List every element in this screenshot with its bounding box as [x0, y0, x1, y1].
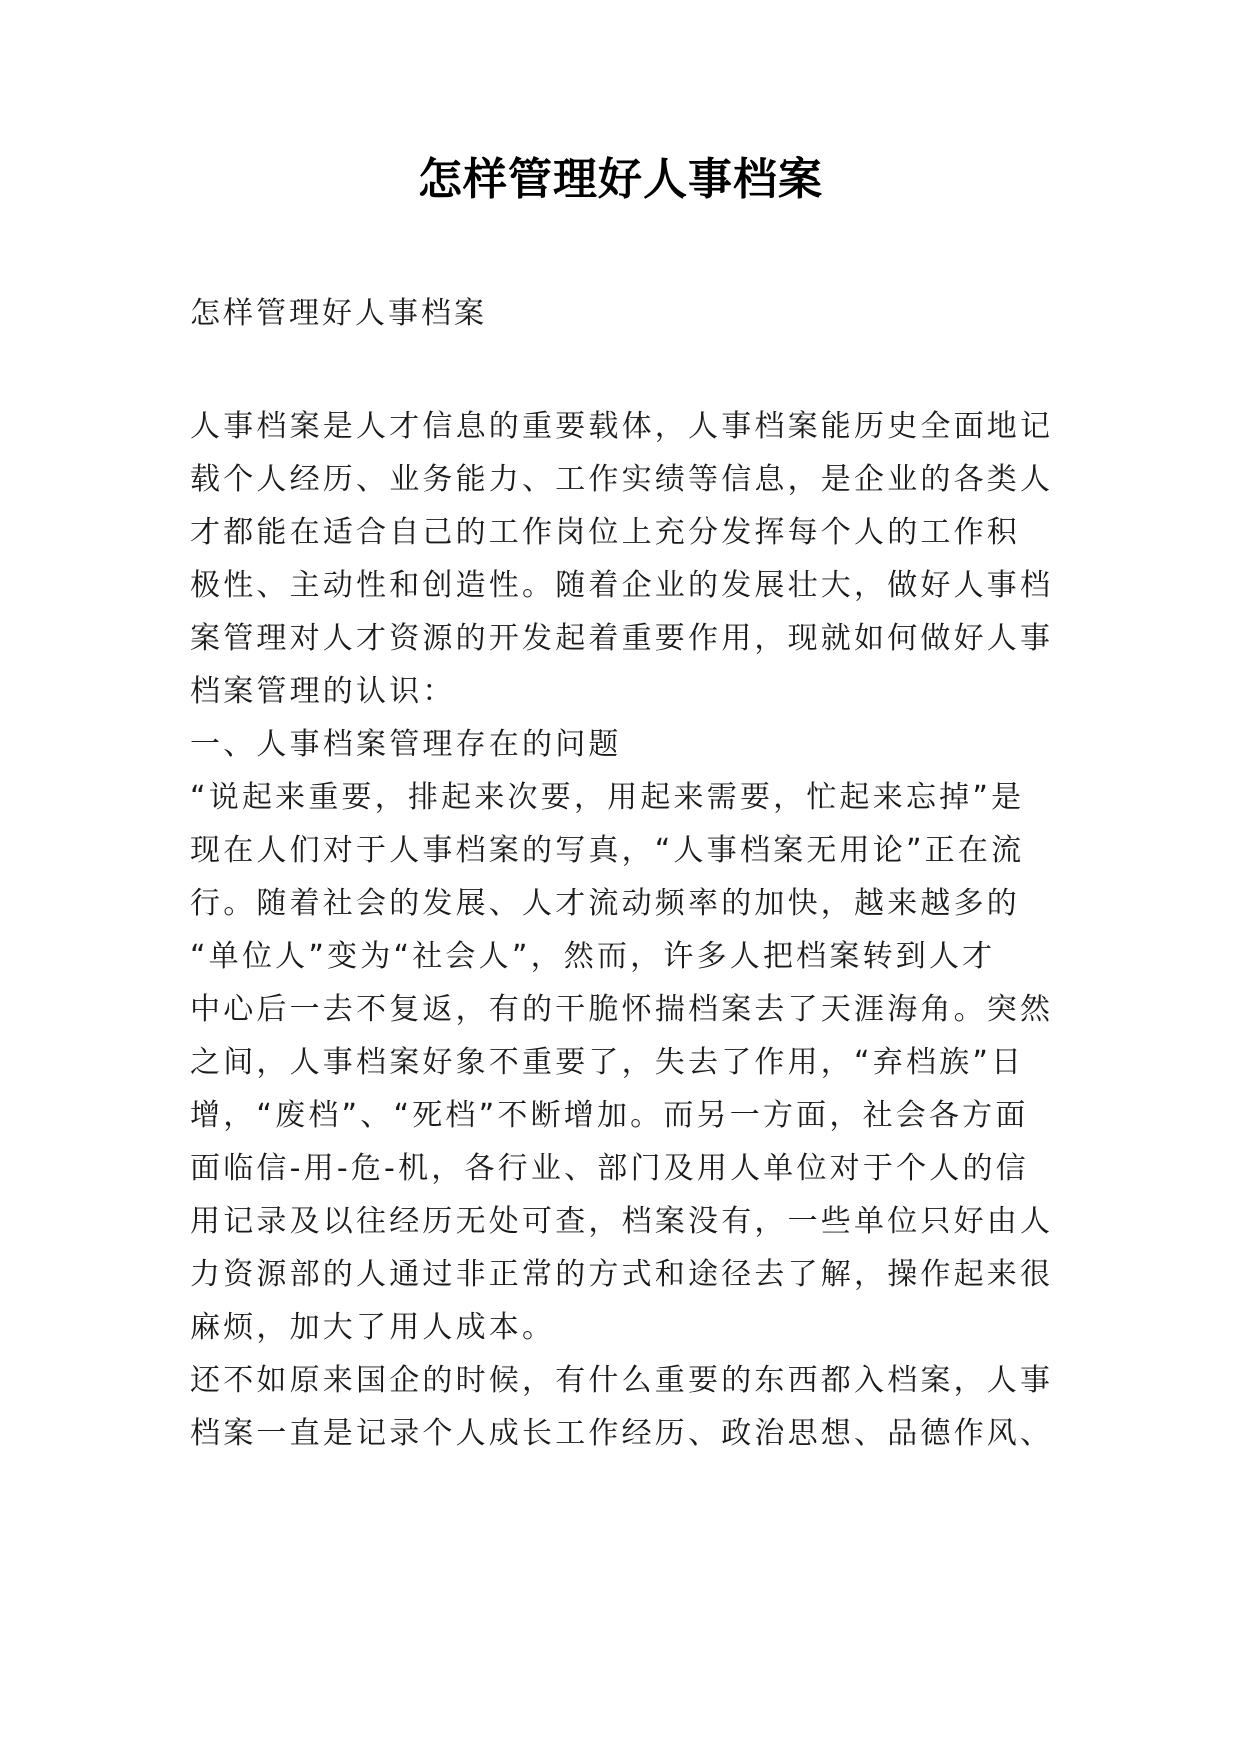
body-line: 麻烦，加大了用人成本。 [190, 1310, 556, 1345]
body-line: 行。随着社会的发展、人才流动频率的加快，越来越多的 [190, 886, 1020, 921]
body-line: 之间，人事档案好象不重要了，失去了作用，“弃档族”日 [190, 1045, 1025, 1080]
body-line: 极性、主动性和创造性。随着企业的发展壮大，做好人事档 [190, 568, 1054, 603]
body-line: 面临信-用-危-机，各行业、部门及用人单位对于个人的信 [190, 1151, 1029, 1186]
body-line: 档案管理的认识： [190, 674, 456, 709]
body-line: 现在人们对于人事档案的写真，“人事档案无用论”正在流 [190, 833, 1025, 868]
body-line: 增，“废档”、“死档”不断增加。而另一方面，社会各方面 [190, 1098, 1029, 1133]
body-line: 载个人经历、业务能力、工作实绩等信息，是企业的各类人 [190, 462, 1054, 497]
document-subtitle: 怎样管理好人事档案 [190, 296, 487, 331]
document-title: 怎样管理好人事档案 [418, 154, 823, 205]
body-line: 中心后一去不复返，有的干脆怀揣档案去了天涯海角。突然 [190, 992, 1054, 1027]
body-line: 还不如原来国企的时候，有什么重要的东西都入档案，人事 [190, 1363, 1054, 1398]
section-heading: 一、人事档案管理存在的问题 [190, 727, 622, 762]
body-line: 案管理对人才资源的开发起着重要作用，现就如何做好人事 [190, 621, 1054, 656]
body-line: “单位人”变为“社会人”，然而，许多人把档案转到人才 [190, 939, 996, 974]
body-line: 力资源部的人通过非正常的方式和途径去了解，操作起来很 [190, 1257, 1054, 1292]
body-line: 档案一直是记录个人成长工作经历、政治思想、品德作风、 [190, 1416, 1054, 1451]
body-line: 人事档案是人才信息的重要载体，人事档案能历史全面地记 [190, 409, 1054, 444]
body-line: 用记录及以往经历无处可查，档案没有，一些单位只好由人 [190, 1204, 1054, 1239]
body-line: “说起来重要，排起来次要，用起来需要，忙起来忘掉”是 [190, 780, 1025, 815]
body-line: 才都能在适合自己的工作岗位上充分发挥每个人的工作积 [190, 515, 1020, 550]
